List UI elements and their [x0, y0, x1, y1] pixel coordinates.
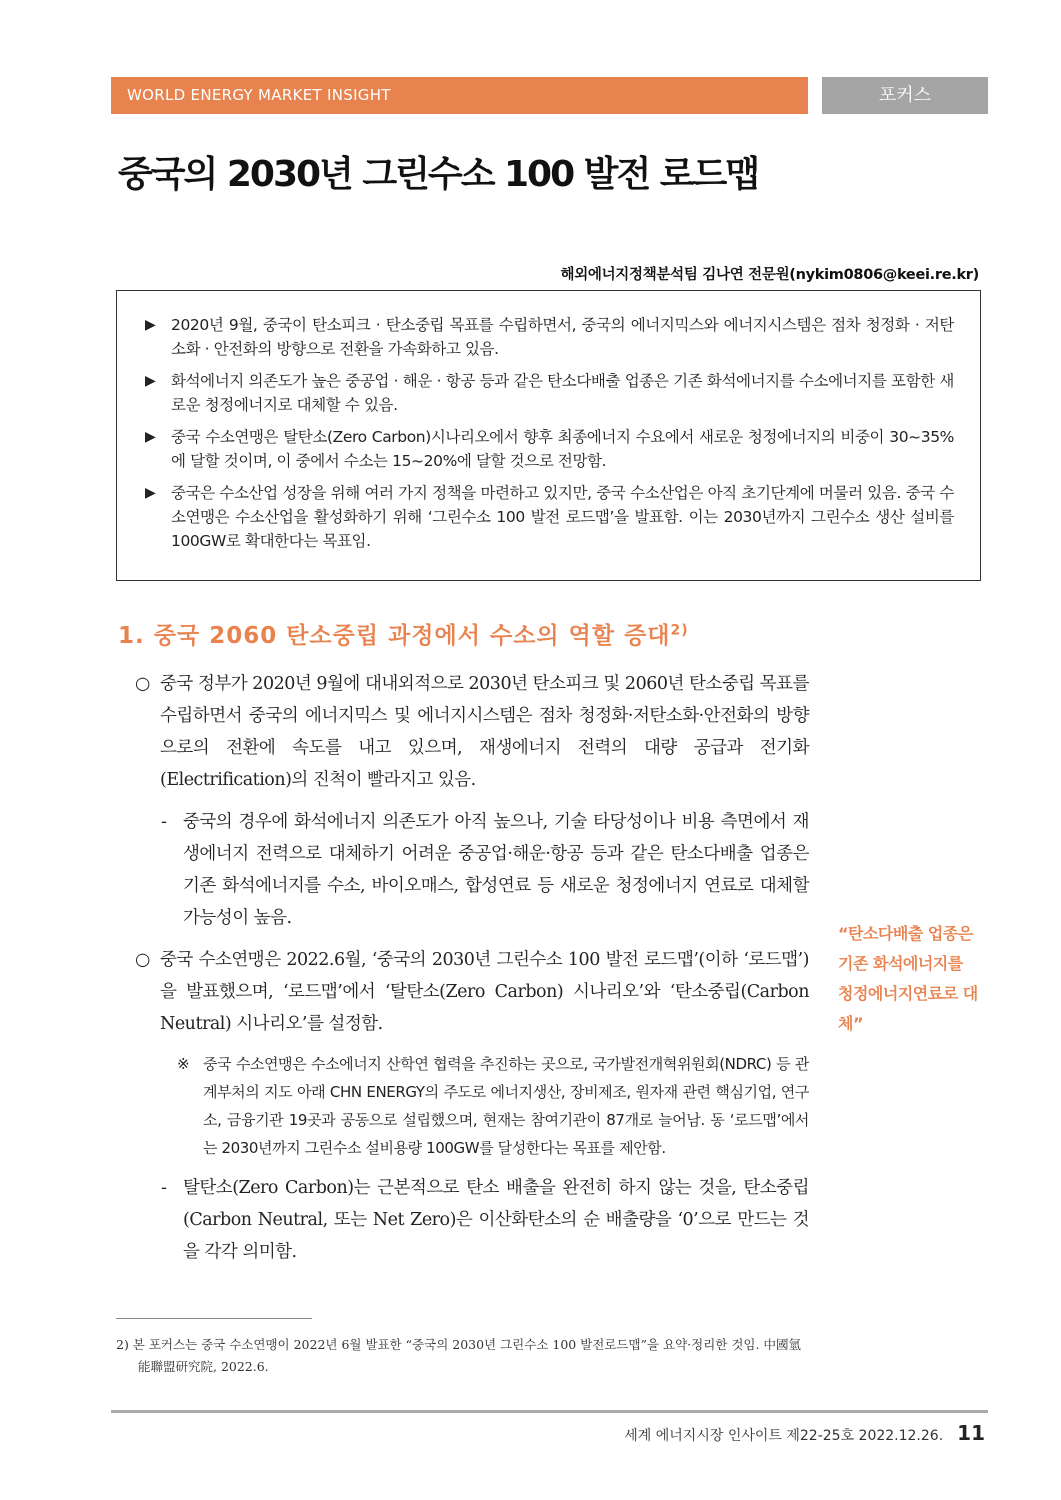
- page-footer: [624, 1421, 985, 1445]
- footnote-divider: [116, 1318, 312, 1319]
- summary-item: ▶ 중국 수소연맹은 탈탄소(Zero Carbon)시나리오에서 향후 최종에너지 수요에서 새로운 청정에너지의 비중이 30~35%에 달할 것이며, 이 중에서 수소는 15~20%에 달할 것으로 전망함.: [145, 425, 954, 473]
- footnote: 2) 본 포커스는 중국 수소연맹이 2022년 6월 발표한 “중국의 2030년 그린수소 100 발전로드맵”을 요약·정리한 것임. 中國氫能聯盟研究院, 2022.6.: [116, 1337, 801, 1374]
- bullet-icon: ▶: [145, 485, 156, 501]
- pull-quote: “탄소다배출 업종은 기존 화석에너지를 청정에너지연료로 대체”: [838, 924, 978, 1033]
- body-paragraph: ○ 중국 정부가 2020년 9월에 대내외적으로 2030년 탄소피크 및 2060년 탄소중립 목표를 수립하면서 중국의 에너지믹스 및 에너지시스템은 점차 청정화·저탄소화·안전화의 방향으로의 전환에 속도를 내고 있으며, 재생에너지 전력의 대량 공급과 전기화(Electrification)의 진척이 빨라지고 있음.: [135, 668, 809, 796]
- bullet-icon: ▶: [145, 429, 156, 445]
- page-title: 중국의 2030년 그린수소 100 발전 로드맵: [118, 154, 759, 195]
- footer-divider: [111, 1410, 988, 1413]
- bullet-icon: ▶: [145, 373, 156, 389]
- summary-item: ▶ 중국은 수소산업 성장을 위해 여러 가지 정책을 마련하고 있지만, 중국 수소산업은 아직 초기단계에 머물러 있음. 중국 수소연맹은 수소산업을 활성화하기 위해 ‘그린수소 100 발전 로드맵’을 발표함. 이는 2030년까지 그린수소 생산 설비를 100GW로 확대한다는 목표임.: [145, 481, 954, 553]
- summary-box: [116, 290, 981, 581]
- circle-bullet-icon: ○: [135, 950, 150, 970]
- reference-note: ※ 중국 수소연맹은 수소에너지 산학연 협력을 추진하는 곳으로, 국가발전개혁위원회(NDRC) 등 관계부처의 지도 아래 CHN ENERGY의 주도로 에너지생산, 장비제조, 원자재 관련 핵심기업, 연구소, 금융기관 19곳과 공동으로 설립했으며, 현재는 참여기관이 87개로 늘어남. 동 ‘로드맵’에서는 2030년까지 그린수소 설비용량 100GW를 달성한다는 목표를 제안함.: [135, 1050, 809, 1162]
- section-heading: 1. 중국 2060 탄소중립 과정에서 수소의 역할 증대$^{2)}$: [118, 622, 689, 649]
- dash-bullet: -: [161, 812, 167, 832]
- sub-paragraph: - 중국의 경우에 화석에너지 의존도가 아직 높으나, 기술 타당성이나 비용 측면에서 재생에너지 전력으로 대체하기 어려운 중공업·해운·항공 등과 같은 탄소다배출 업종은 기존 화석에너지를 수소, 바이오매스, 합성연료 등 새로운 청정에너지 연료로 대체할 가능성이 높음.: [135, 806, 809, 934]
- reference-mark-icon: ※: [177, 1055, 190, 1073]
- body-paragraph: ○ 중국 수소연맹은 2022.6월, ‘중국의 2030년 그린수소 100 발전 로드맵’(이하 ‘로드맵’)을 발표했으며, ‘로드맵’에서 ‘탈탄소(Zero Carbon) 시나리오’와 ‘탄소중립(Carbon Neutral) 시나리오’를 설정함.: [135, 944, 809, 1040]
- dash-bullet: -: [161, 1178, 167, 1198]
- summary-item: ▶ 2020년 9월, 중국이 탄소피크 · 탄소중립 목표를 수립하면서, 중국의 에너지믹스와 에너지시스템은 점차 청정화 · 저탄소화 · 안전화의 방향으로 전환을 가속화하고 있음.: [145, 313, 954, 361]
- bullet-icon: ▶: [145, 317, 156, 333]
- author-line: 해외에너지정책분석팀 김나연 전문원(nykim0806@keei.re.kr): [560, 267, 979, 283]
- footnote-ref: 2): [670, 622, 689, 639]
- summary-item: ▶ 화석에너지 의존도가 높은 중공업 · 해운 · 항공 등과 같은 탄소다배출 업종은 기존 화석에너지를 수소에너지를 포함한 새로운 청정에너지로 대체할 수 있음.: [145, 369, 954, 417]
- circle-bullet-icon: ○: [135, 674, 150, 694]
- main-body: [135, 668, 809, 1278]
- page-number: 11: [957, 1421, 985, 1445]
- header-series-bar: WORLD ENERGY MARKET INSIGHT: [111, 77, 808, 114]
- sub-paragraph: - 탈탄소(Zero Carbon)는 근본적으로 탄소 배출을 완전히 하지 않는 것을, 탄소중립(Carbon Neutral, 또는 Net Zero)은 이산화탄소의 순 배출량을 ‘0’으로 만드는 것을 각각 의미함.: [135, 1172, 809, 1268]
- publication-info: 세계 에너지시장 인사이트 제22-25호 2022.12.26.: [624, 1428, 944, 1444]
- header-section-tab: 포커스: [822, 77, 988, 114]
